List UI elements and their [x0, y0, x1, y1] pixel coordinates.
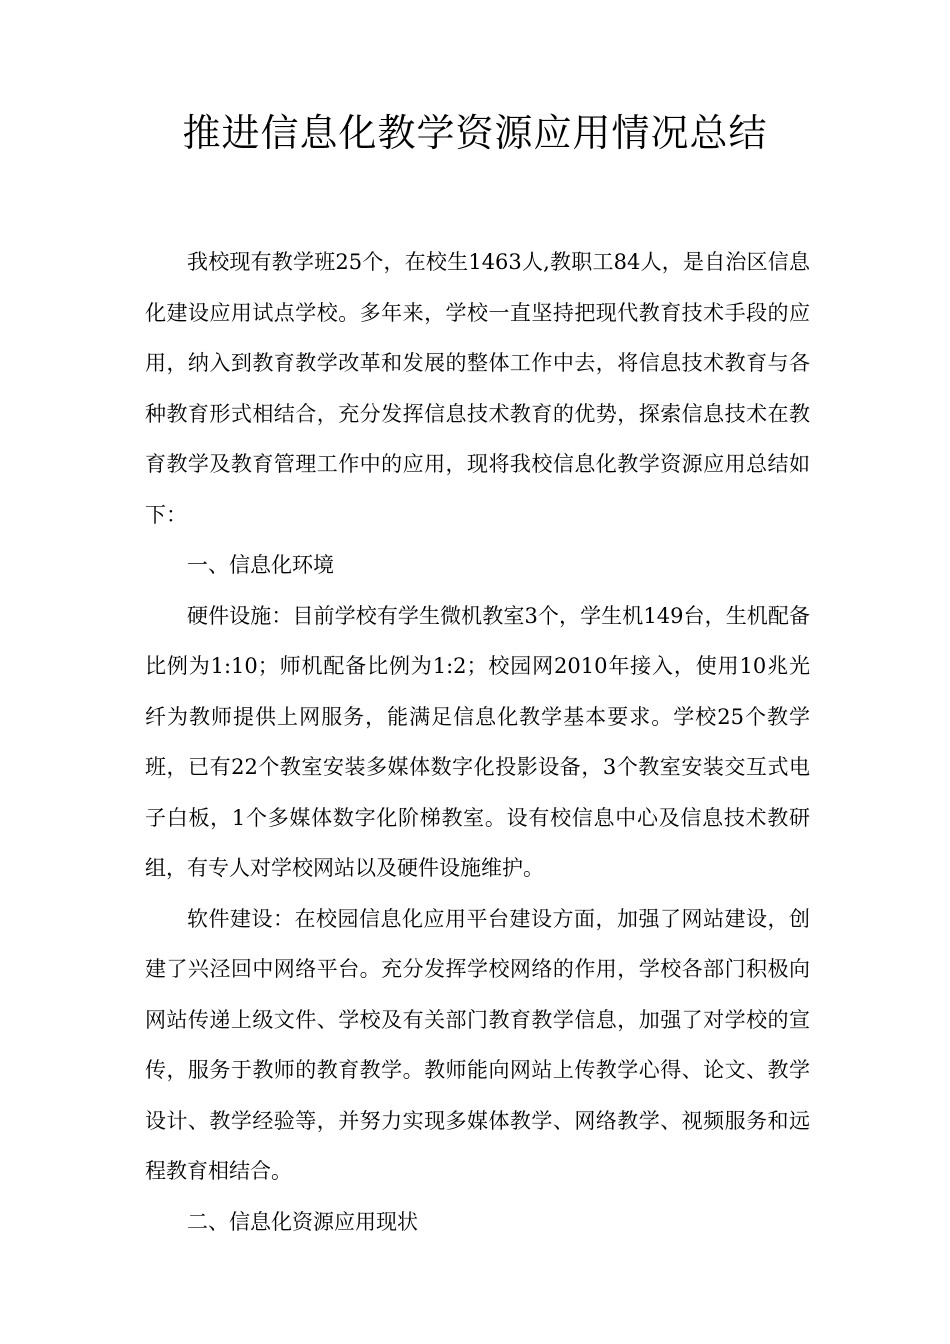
paragraph-intro: 我校现有教学班25个，在校生1463人,教职工84人，是自治区信息化建设应用试点学校。多年来，学校一直坚持把现代教育技术手段的应用，纳入到教育教学改革和发展的整体工作中去，将信息技术教育与各种教育形式相结合，充分发挥信息技术教育的优势，探索信息技术在教育教学及教育管理工作中的应用，现将我校信息化教学资源应用总结如下： — [145, 250, 810, 527]
section-heading-environment: 一、信息化环境 — [187, 553, 334, 577]
paragraph-software: 软件建设：在校园信息化应用平台建设方面，加强了网站建设，创建了兴泾回中网络平台。充分发挥学校网络的作用，学校各部门积极向网站传递上级文件、学校及有关部门教育教学信息，加强了对学校的宣传，服务于教师的教育教学。教师能向网站上传教学心得、论文、教学设计、教学经验等，并努力实现多媒体教学、网络教学、视频服务和远程教育相结合。 — [145, 906, 810, 1183]
paragraph-hardware: 硬件设施：目前学校有学生微机教室3个，学生机149台，生机配备比例为1:10；师机配备比例为1:2；校园网2010年接入，使用10兆光纤为教师提供上网服务，能满足信息化教学基本要求。学校25个教学班，已有22个教室安装多媒体数字化投影设备，3个教室安装交互式电子白板，1个多媒体数字化阶梯教室。设有校信息中心及信息技术教研组，有专人对学校网站以及硬件设施维护。 — [145, 603, 810, 880]
document-title: 推进信息化教学资源应用情况总结 — [182, 111, 768, 155]
document-body — [145, 237, 810, 1247]
section-heading-resource-status: 二、信息化资源应用现状 — [187, 1209, 418, 1234]
